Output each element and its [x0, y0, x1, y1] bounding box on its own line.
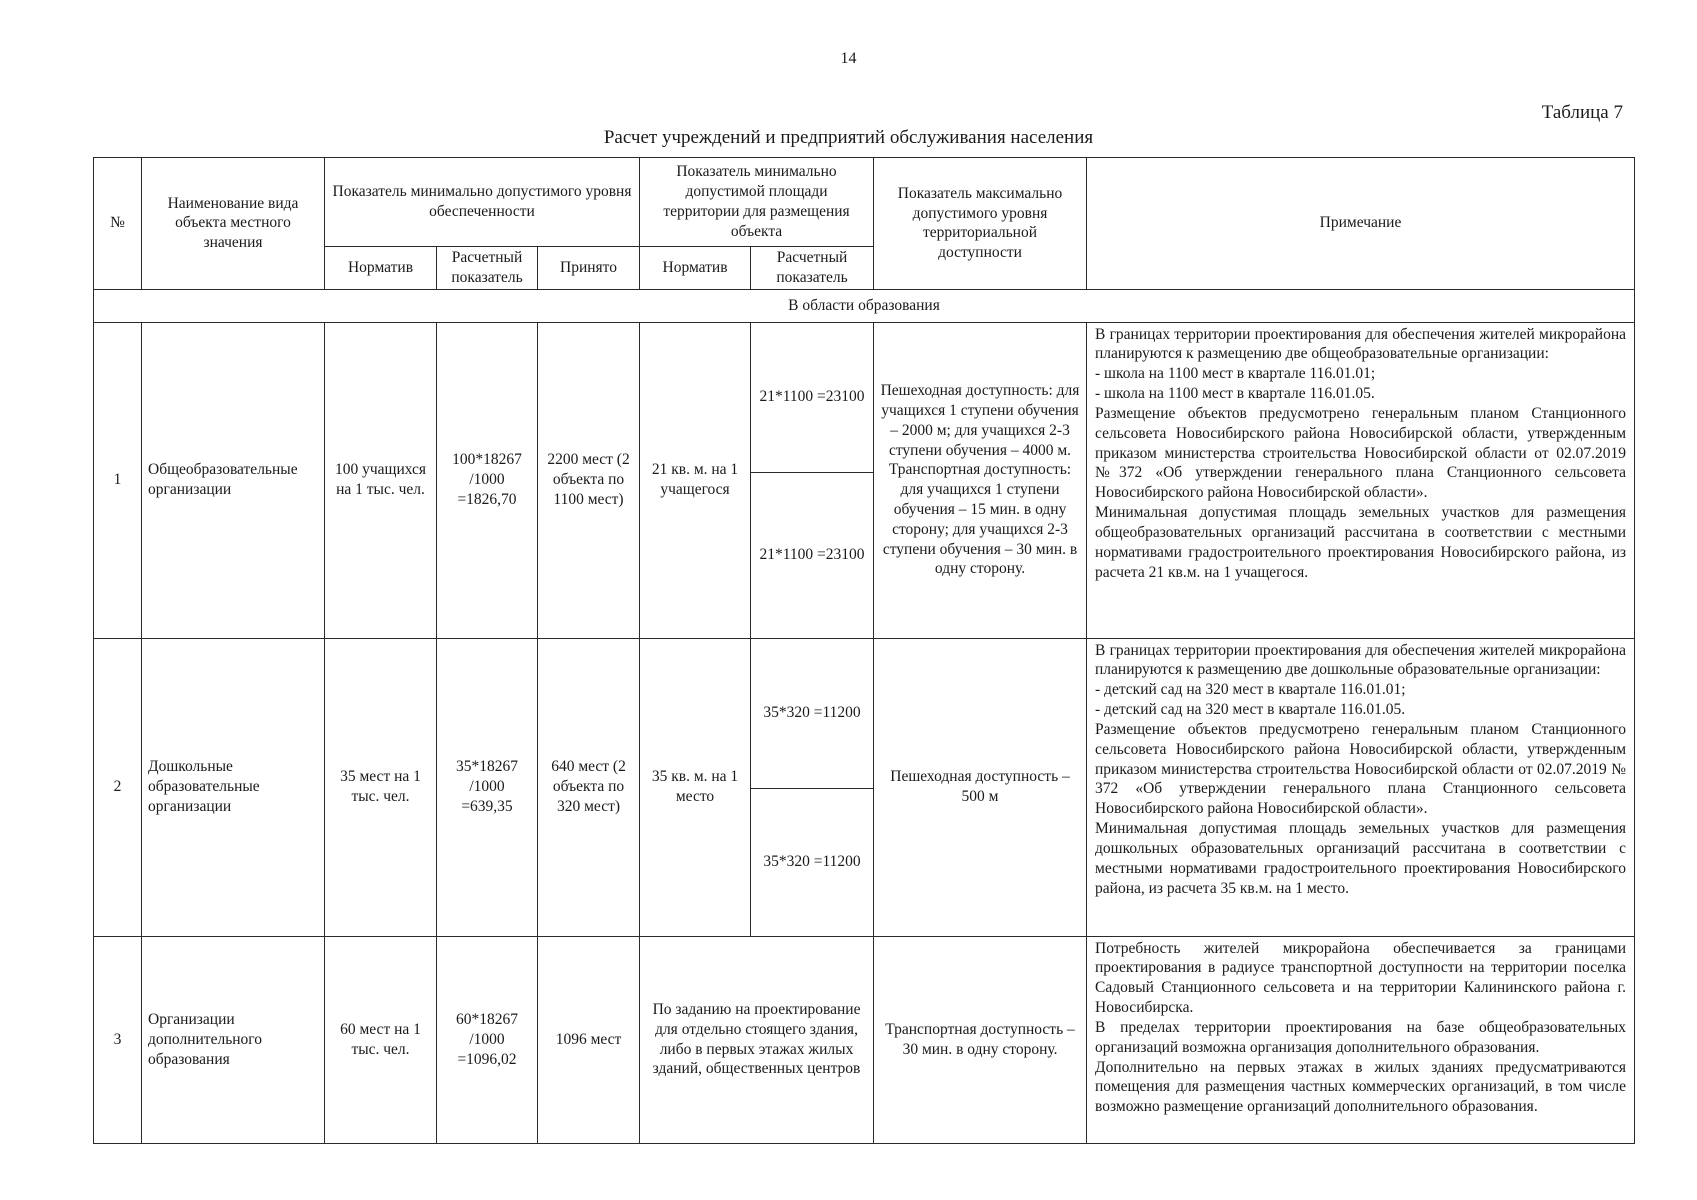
table-row — [94, 638, 1635, 788]
note-paragraph: - детский сад на 320 мест в квартале 116.01.05. — [1095, 701, 1406, 719]
table-row — [94, 936, 1635, 1143]
header-norm: Норматив — [325, 247, 437, 290]
row-area-norm: 21 кв. м. на 1 учащегося — [640, 322, 751, 638]
header-note: Примечание — [1087, 158, 1635, 290]
header-area-norm: Норматив — [640, 247, 751, 290]
row-name: Дошкольные образовательные организации — [142, 638, 325, 936]
row-access: Пешеходная доступность: для учащихся 1 ступени обучения – 2000 м; для учащихся 2-3 ступени обучения – 4000 м. Транспортная доступность: для учащихся 1 ступени обучения – 15 мин. в одну сторону; для учащихся 2-3 ступени обучения – 30 мин. в одну сторону. — [874, 322, 1087, 638]
page-number: 14 — [840, 50, 857, 67]
row-name: Общеобразовательные организации — [142, 322, 325, 638]
row-calc: 100*18267 /1000 =1826,70 — [437, 322, 538, 638]
row-area: По заданию на проектирование для отдельно стоящего здания, либо в первых этажах жилых зданий, общественных центров — [640, 936, 874, 1143]
note-paragraph: - школа на 1100 мест в квартале 116.01.01; — [1095, 365, 1376, 383]
row-name: Организации дополнительного образования — [142, 936, 325, 1143]
note-paragraph: В границах территории проектирования для обеспечения жителей микрорайона планируются к размещению две дошкольные образовательные организации: — [1095, 641, 1627, 679]
header-accepted: Принято — [538, 247, 640, 290]
row-norm: 100 учащихся на 1 тыс. чел. — [325, 322, 437, 638]
header-num: № — [94, 158, 142, 290]
header-provision-group: Показатель минимально допустимого уровня обеспеченности — [325, 158, 640, 247]
row-area-calc: 35*320 =11200 — [751, 638, 874, 788]
section-title: В области образования — [94, 289, 1635, 322]
row-num: 2 — [94, 638, 142, 936]
row-area-calc: 21*1100 =23100 — [751, 472, 874, 638]
row-area-calc: 35*320 =11200 — [751, 788, 874, 936]
row-accepted: 2200 мест (2 объекта по 1100 мест) — [538, 322, 640, 638]
note-paragraph: - школа на 1100 мест в квартале 116.01.05. — [1095, 385, 1375, 403]
row-num: 1 — [94, 322, 142, 638]
row-note — [1087, 936, 1635, 1143]
header-access: Показатель максимально допустимого уровня территориальной доступности — [874, 158, 1087, 290]
section-row — [94, 289, 1635, 322]
header-area-group: Показатель минимально допустимой площади территории для размещения объекта — [640, 158, 874, 247]
table-row — [94, 322, 1635, 472]
row-access: Пешеходная доступность – 500 м — [874, 638, 1087, 936]
row-note — [1087, 638, 1635, 936]
row-access: Транспортная доступность – 30 мин. в одну сторону. — [874, 936, 1087, 1143]
header-name: Наименование вида объекта местного значения — [142, 158, 325, 290]
row-calc: 35*18267 /1000 =639,35 — [437, 638, 538, 936]
table-label: Таблица 7 — [1541, 102, 1623, 123]
row-norm: 35 мест на 1 тыс. чел. — [325, 638, 437, 936]
row-calc: 60*18267 /1000 =1096,02 — [437, 936, 538, 1143]
row-num: 3 — [94, 936, 142, 1143]
header-area-calc: Расчетный показатель — [751, 247, 874, 290]
note-paragraph: - детский сад на 320 мест в квартале 116.01.01; — [1095, 681, 1406, 699]
note-paragraph: Минимальная допустимая площадь земельных участков для размещения общеобразовательных организаций рассчитана в соответствии с местными нормативами градостроительного проектирования Новосибирского района, из расчета 21 кв.м. на 1 учащегося. — [1095, 504, 1627, 581]
note-paragraph: Минимальная допустимая площадь земельных участков для размещения дошкольных образовательных организаций рассчитана в соответствии с местными нормативами градостроительного проектирования Новосибирского района, из расчета 35 кв.м. на 1 место. — [1095, 820, 1627, 897]
row-area-calc: 21*1100 =23100 — [751, 322, 874, 472]
note-paragraph: Размещение объектов предусмотрено генеральным планом Станционного сельсовета Новосибирского района Новосибирской области, утвержденным приказом министерства строительства Новосибирской области от 02.07.2019 №372 «Об утверждении генерального плана Станционного сельсовета Новосибирского района Новосибирской области». — [1095, 404, 1627, 502]
note-paragraph: В границах территории проектирования для обеспечения жителей микрорайона планируются к размещению две общеобразовательные организации: — [1095, 325, 1627, 363]
note-paragraph: Потребность жителей микрорайона обеспечивается за границами проектирования в радиусе транспортной доступности на территории поселка Садовый Станционного сельсовета и на территории Калининского района г. Новосибирска. — [1095, 939, 1627, 1017]
note-paragraph: Размещение объектов предусмотрено генеральным планом Станционного сельсовета Новосибирского района Новосибирской области, утвержденным приказом министерства строительства Новосибирской области от 02.07.2019 № 372 «Об утверждении генерального плана Станционного сельсовета Новосибирского района Новосибирской области». — [1095, 720, 1627, 818]
row-accepted: 1096 мест — [538, 936, 640, 1143]
row-norm: 60 мест на 1 тыс. чел. — [325, 936, 437, 1143]
table-title: Расчет учреждений и предприятий обслуживания населения — [603, 127, 1094, 148]
row-note — [1087, 322, 1635, 638]
row-area-norm: 35 кв. м. на 1 место — [640, 638, 751, 936]
note-paragraph: Дополнительно на первых этажах в жилых зданиях предусматриваются помещения для размещения частных коммерческих организаций, в том числе возможно размещение организаций дополнительного образования. — [1095, 1058, 1627, 1116]
row-accepted: 640 мест (2 объекта по 320 мест) — [538, 638, 640, 936]
service-calculation-table — [93, 157, 1635, 1144]
header-calc: Расчетный показатель — [437, 247, 538, 290]
note-paragraph: В пределах территории проектирования на базе общеобразовательных организаций возможна организация дополнительного образования. — [1095, 1018, 1627, 1056]
